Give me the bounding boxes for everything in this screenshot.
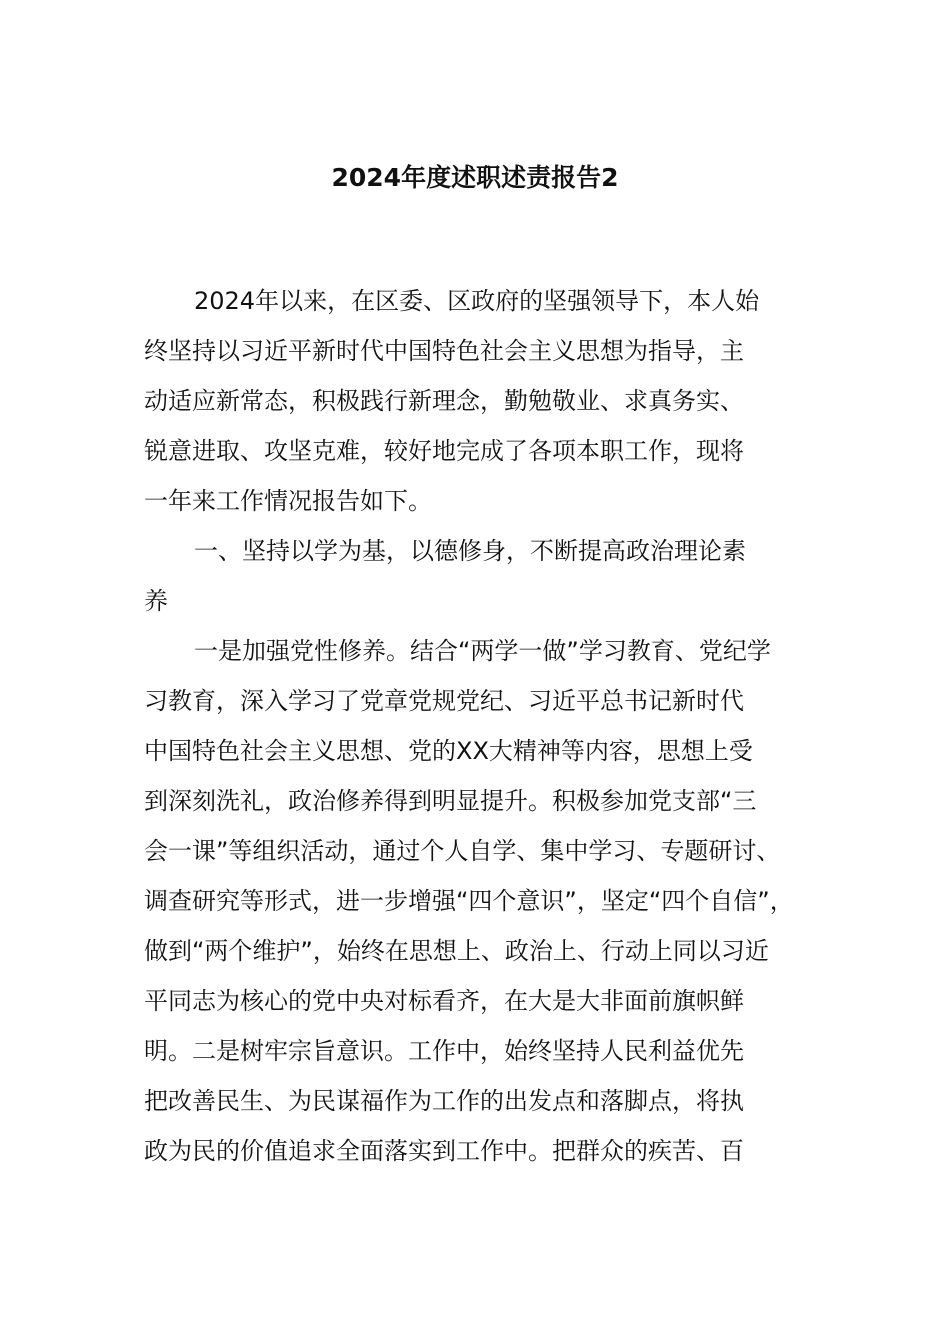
- paragraph-line: 2024年以来，在区委、区政府的坚强领导下，本人始: [194, 287, 760, 315]
- paragraph-line: 会一课”等组织活动，通过个人自学、集中学习、专题研讨、: [144, 837, 781, 865]
- paragraph-line: 中国特色社会主义思想、党的XX大精神等内容，思想上受: [144, 737, 753, 765]
- paragraph-line: 做到“两个维护”，始终在思想上、政治上、行动上同以习近: [144, 937, 769, 965]
- paragraph-line: 习教育，深入学习了党章党规党纪、习近平总书记新时代: [144, 687, 744, 715]
- paragraph-line: 锐意进取、攻坚克难，较好地完成了各项本职工作，现将: [144, 437, 744, 465]
- section-heading-line: 一、坚持以学为基，以德修身，不断提高政治理论素: [194, 537, 746, 565]
- paragraph-line: 终坚持以习近平新时代中国特色社会主义思想为指导，主: [144, 337, 744, 365]
- paragraph-line: 一是加强党性修养。结合“两学一做”学习教育、党纪学: [194, 637, 771, 665]
- paragraph-line: 到深刻洗礼，政治修养得到明显提升。积极参加党支部“三: [144, 787, 757, 815]
- section-heading-line: 养: [144, 587, 168, 615]
- paragraph-line: 明。二是树牢宗旨意识。工作中，始终坚持人民利益优先: [144, 1037, 744, 1065]
- paragraph-line: 一年来工作情况报告如下。: [144, 487, 432, 515]
- paragraph-line: 平同志为核心的党中央对标看齐，在大是大非面前旗帜鲜: [144, 987, 744, 1015]
- paragraph-line: 把改善民生、为民谋福作为工作的出发点和落脚点，将执: [144, 1087, 744, 1115]
- paragraph-line: 调查研究等形式，进一步增强“四个意识”，坚定“四个自信”，: [144, 887, 794, 915]
- paragraph-line: 动适应新常态，积极践行新理念，勤勉敬业、求真务实、: [144, 387, 744, 415]
- document-title: 2024年度述职述责报告2: [331, 163, 619, 192]
- paragraph-line: 政为民的价值追求全面落实到工作中。把群众的疾苦、百: [144, 1137, 744, 1165]
